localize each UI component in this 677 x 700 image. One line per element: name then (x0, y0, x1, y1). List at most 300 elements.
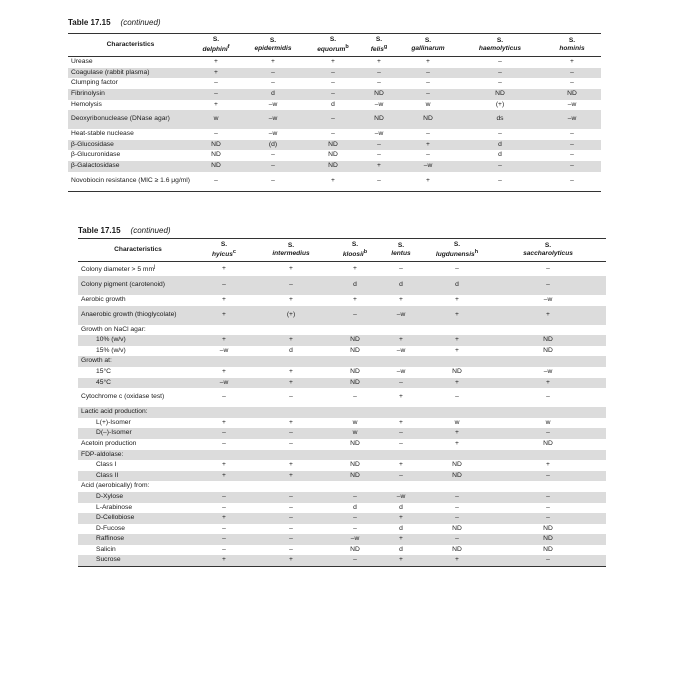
table-cell: –w (374, 100, 384, 108)
table-row (78, 367, 606, 378)
table-cell: –w (239, 110, 307, 129)
table-cell: + (289, 264, 293, 272)
table-cell: ND (307, 140, 359, 151)
species-genus: S. (568, 37, 576, 45)
table-cell: w (425, 100, 431, 108)
species-name: delphini (202, 45, 228, 53)
table-cell: – (490, 492, 606, 503)
table-cell: w (454, 418, 460, 426)
table-cell: + (198, 306, 250, 325)
row-label (78, 428, 198, 439)
table2 (78, 238, 606, 567)
table-cell: ND (350, 461, 360, 469)
table-cell: w (352, 418, 358, 426)
table-cell (332, 450, 378, 461)
row-label-text: Urease (71, 58, 93, 66)
table-cell: –w (543, 296, 553, 304)
row-label (78, 356, 198, 367)
table-cell: – (543, 68, 601, 79)
table-cell: ND (193, 140, 239, 151)
table-row (78, 450, 606, 461)
footnote-marker: g (383, 43, 388, 50)
species-name: lentus (391, 249, 411, 257)
table-cell: – (378, 471, 424, 482)
table-cell: + (399, 461, 403, 469)
table-cell: + (331, 58, 335, 66)
table-cell: – (543, 140, 601, 151)
table-cell: ND (452, 461, 462, 469)
table-cell: + (399, 393, 403, 401)
table-cell: – (222, 393, 226, 401)
row-label-text: Clumping factor (71, 79, 118, 87)
table-cell: ND (332, 378, 378, 389)
table-cell: + (222, 296, 226, 304)
table-cell: – (359, 140, 399, 151)
table-cell: – (546, 264, 550, 272)
table-cell: + (377, 58, 381, 66)
footnote-marker: h (474, 248, 479, 255)
table2-caption-number: Table 17.15 (78, 226, 121, 235)
table-cell: ND (350, 439, 360, 447)
table-cell: + (222, 367, 226, 375)
table-cell: – (378, 428, 424, 439)
table-cell: – (332, 306, 378, 325)
table-cell: + (455, 439, 459, 447)
table-cell: – (250, 428, 332, 439)
table-cell: – (222, 503, 226, 511)
table-cell: – (307, 89, 359, 100)
table-cell: d (399, 524, 403, 532)
table-cell: d (424, 276, 490, 295)
table-cell: + (378, 335, 424, 346)
table1 (68, 33, 601, 192)
table-row (68, 172, 601, 192)
table-row (78, 346, 606, 357)
row-label (68, 78, 193, 89)
row-label-text: Growth on NaCl agar: (81, 325, 146, 333)
table-cell: ND (193, 161, 239, 172)
row-label-text: Salicin (96, 545, 116, 553)
table-cell: ND (399, 110, 457, 129)
table-cell: + (289, 367, 293, 375)
table-row (68, 150, 601, 161)
table-cell: (+) (250, 306, 332, 325)
table-row (78, 439, 606, 450)
table1-caption-number: Table 17.15 (68, 18, 111, 27)
table-cell: – (198, 428, 250, 439)
table-row (78, 534, 606, 545)
table-cell: + (198, 513, 250, 524)
table-cell: + (455, 346, 459, 354)
table-cell: + (378, 513, 424, 524)
table-cell: – (490, 276, 606, 295)
table-cell (198, 356, 250, 367)
table-cell: – (490, 428, 606, 439)
table-cell: – (239, 68, 307, 79)
table-cell: ds (457, 110, 543, 129)
row-label-text: Acetoin production (81, 439, 137, 447)
row-label-text: Heat-stable nuclease (71, 130, 134, 138)
table-cell: ND (307, 161, 359, 172)
row-label-text: L(+)-Isomer (96, 418, 131, 426)
table-cell: ND (457, 89, 543, 100)
table-cell: – (332, 555, 378, 566)
species-genus: S. (220, 241, 228, 248)
table-cell: + (426, 58, 430, 66)
species-name: saccharolyticus (523, 249, 573, 257)
table-cell: + (399, 418, 403, 426)
row-label (68, 110, 193, 129)
table-cell: d (457, 140, 543, 151)
table-cell: d (378, 276, 424, 295)
table-cell: + (289, 296, 293, 304)
species-genus: S. (351, 241, 359, 248)
table-cell: + (490, 306, 606, 325)
table-cell: + (250, 378, 332, 389)
row-label-text: Class II (96, 471, 119, 479)
table-cell: ND (452, 545, 462, 553)
table-cell: –w (396, 346, 406, 354)
table-cell: + (546, 461, 550, 469)
row-label (78, 346, 198, 357)
table-cell: – (457, 68, 543, 79)
table-cell: – (546, 503, 550, 511)
table-cell: –w (378, 492, 424, 503)
row-label (78, 418, 198, 429)
table-cell: + (289, 461, 293, 469)
species-genus: S. (397, 242, 405, 250)
table-cell: – (222, 545, 226, 553)
row-label (68, 150, 193, 161)
row-label (68, 57, 193, 68)
table-cell: – (250, 492, 332, 503)
table-cell (490, 407, 606, 418)
row-label (78, 262, 198, 276)
row-label (78, 439, 198, 450)
row-label-text: Acid (aerobically) from: (81, 482, 150, 490)
table-cell (378, 481, 424, 492)
table-row (68, 100, 601, 111)
table-cell: d (399, 503, 403, 511)
table-cell: – (271, 79, 275, 87)
table-cell (490, 356, 606, 367)
table1-header-species (399, 34, 457, 57)
table-row (78, 335, 606, 346)
row-label-text: Colony pigment (carotenoid) (81, 281, 166, 289)
row-label-text: Raffinose (96, 535, 125, 543)
table-cell: – (426, 130, 430, 138)
species-genus: S. (375, 36, 383, 43)
species-genus: S. (329, 36, 337, 43)
table-cell: ND (543, 524, 553, 532)
row-label (78, 481, 198, 492)
species-name: lugdunensis (435, 250, 475, 258)
footnote-marker: f (227, 43, 230, 50)
table-cell: – (353, 524, 357, 532)
table-cell (424, 407, 490, 418)
table-row (78, 503, 606, 514)
table-cell: –w (374, 130, 384, 138)
table-cell: – (359, 172, 399, 192)
table-row (78, 407, 606, 418)
table-cell: – (424, 513, 490, 524)
table-cell: ND (211, 151, 221, 159)
table1-body (68, 57, 601, 191)
species-genus: S. (424, 37, 432, 45)
species-name: felis (370, 45, 384, 53)
table-cell: – (399, 68, 457, 79)
row-label (78, 503, 198, 514)
table-cell: – (239, 172, 307, 192)
table-cell: – (198, 492, 250, 503)
row-label (78, 276, 198, 295)
table-row (78, 388, 606, 407)
table-cell: ND (543, 439, 553, 447)
footnote-marker: j (154, 264, 156, 271)
table-cell: + (570, 58, 574, 66)
table1-header (68, 34, 601, 57)
table-row (78, 378, 606, 389)
table-cell: ND (452, 524, 462, 532)
row-label-text: Coagulase (rabbit plasma) (71, 68, 150, 76)
table-cell: – (332, 513, 378, 524)
row-label (78, 534, 198, 545)
table-cell: + (222, 264, 226, 272)
table1-header-species (239, 34, 307, 57)
row-label-text: 15°C (96, 367, 111, 375)
table-row (78, 481, 606, 492)
table-cell: + (359, 161, 399, 172)
table-cell: – (289, 524, 293, 532)
table-cell: – (455, 264, 459, 272)
table-cell (198, 450, 250, 461)
table-cell: + (193, 68, 239, 79)
row-label-text: 45°C (96, 378, 111, 386)
table-cell: + (378, 534, 424, 545)
table-cell: + (353, 264, 357, 272)
row-label (78, 492, 198, 503)
table-cell: + (222, 418, 226, 426)
table-cell: – (377, 151, 381, 159)
row-label (68, 68, 193, 79)
table-row (78, 418, 606, 429)
table-cell: + (214, 58, 218, 66)
row-label (78, 388, 198, 407)
table-row (78, 428, 606, 439)
table-row (68, 68, 601, 79)
table-row (78, 262, 606, 276)
table-cell: – (214, 130, 218, 138)
table-cell: – (543, 161, 601, 172)
table-cell: – (198, 534, 250, 545)
species-name: kloosii (342, 250, 364, 258)
species-name: hyicus (212, 250, 233, 258)
row-label (68, 89, 193, 100)
table-cell (378, 356, 424, 367)
row-label (78, 367, 198, 378)
table1-header-species (457, 34, 543, 57)
table-cell (378, 407, 424, 418)
table-cell: – (332, 492, 378, 503)
table-cell: – (222, 524, 226, 532)
table2-header-species (424, 239, 490, 262)
table-row (78, 555, 606, 566)
table-cell: – (193, 89, 239, 100)
table-cell (424, 481, 490, 492)
table-row (68, 89, 601, 100)
table-cell (332, 356, 378, 367)
footnote-marker: c (232, 248, 236, 255)
table-cell: – (359, 68, 399, 79)
table-cell (490, 481, 606, 492)
row-label-text: Hemolysis (71, 100, 102, 108)
row-label-text: D-Fucose (96, 524, 125, 532)
row-label (78, 513, 198, 524)
table-cell: – (331, 79, 335, 87)
row-label (78, 450, 198, 461)
row-label (78, 407, 198, 418)
table-cell: w (332, 428, 378, 439)
table-cell: – (198, 276, 250, 295)
table-cell (250, 407, 332, 418)
table-cell: – (546, 393, 550, 401)
table-cell: – (377, 79, 381, 87)
table2-header (78, 239, 606, 262)
table-cell (424, 325, 490, 336)
row-label (78, 555, 198, 566)
table-row (78, 306, 606, 325)
species-genus: S. (544, 242, 552, 250)
row-label (78, 295, 198, 306)
table-cell: –w (399, 161, 457, 172)
table-cell: –w (268, 100, 278, 108)
table-cell: + (424, 428, 490, 439)
row-label (78, 306, 198, 325)
table-cell: ND (332, 335, 378, 346)
table-cell: w (193, 110, 239, 129)
table-row (78, 524, 606, 535)
table-cell (424, 450, 490, 461)
table-cell: – (457, 172, 543, 192)
table-cell: ND (328, 151, 338, 159)
table-cell: ND (543, 89, 601, 100)
row-label-text: 15% (w/v) (96, 346, 126, 354)
table-cell (198, 325, 250, 336)
row-label-text: Fibrinolysin (71, 89, 105, 97)
table-cell: + (424, 555, 490, 566)
species-name: epidermidis (254, 44, 292, 52)
row-label-text: Deoxyribonuclease (DNase agar) (71, 115, 170, 123)
table1-header-species (307, 34, 359, 57)
table-cell: ND (424, 471, 490, 482)
table2-caption-note: (continued) (130, 226, 171, 235)
row-label (68, 129, 193, 140)
table-cell: –w (198, 378, 250, 389)
table-cell: – (570, 151, 574, 159)
species-genus: S. (453, 241, 461, 248)
table-cell: – (455, 393, 459, 401)
species-name: equorum (317, 45, 346, 53)
row-label (78, 460, 198, 471)
table-row (78, 356, 606, 367)
table-cell: – (353, 393, 357, 401)
table2-header-species (378, 239, 424, 262)
species-name: intermedius (272, 249, 310, 257)
table-cell: + (289, 418, 293, 426)
table-cell: + (424, 335, 490, 346)
row-label-text: Colony diameter > 5 mm (81, 266, 155, 274)
table-cell: + (250, 335, 332, 346)
row-label-text: Sucrose (96, 556, 121, 564)
species-genus: S. (212, 36, 220, 43)
footnote-marker: b (363, 248, 368, 255)
table-cell: + (198, 335, 250, 346)
row-label (68, 140, 193, 151)
table2-header-species (198, 239, 250, 262)
table-cell: –w (396, 367, 406, 375)
table-cell: –w (567, 100, 577, 108)
table-cell: + (455, 296, 459, 304)
table-cell: d (331, 100, 335, 108)
table-cell: – (399, 89, 457, 100)
table-cell: + (399, 172, 457, 192)
table-cell (378, 325, 424, 336)
table-cell: – (426, 151, 430, 159)
table-cell (332, 407, 378, 418)
table-cell (250, 481, 332, 492)
table-cell: – (214, 79, 218, 87)
table-cell: – (498, 58, 502, 66)
table-row (78, 460, 606, 471)
table-cell: ND (350, 346, 360, 354)
table-cell (332, 325, 378, 336)
table-cell: – (490, 471, 606, 482)
table-cell: + (307, 172, 359, 192)
row-label-text: D(–)-Isomer (96, 429, 132, 437)
table-cell: – (498, 130, 502, 138)
table-cell: –w (378, 306, 424, 325)
table-cell: + (250, 471, 332, 482)
row-label-text: L-Arabinose (96, 503, 133, 511)
table-cell: + (399, 140, 457, 151)
table-cell: – (426, 79, 430, 87)
table-cell: + (250, 555, 332, 566)
table-row (78, 325, 606, 336)
row-label (78, 524, 198, 535)
row-label (68, 100, 193, 111)
table-cell: – (570, 130, 574, 138)
row-label-text: D-Xylose (96, 492, 124, 500)
table-cell: –w (268, 130, 278, 138)
row-label (68, 172, 193, 192)
table-cell: – (193, 172, 239, 192)
row-label-text: β-Galactosidase (71, 161, 120, 169)
table-cell: + (399, 296, 403, 304)
table-cell: – (378, 378, 424, 389)
table-cell (250, 450, 332, 461)
table-cell: d (289, 346, 293, 354)
table-cell: – (307, 68, 359, 79)
table-row (68, 161, 601, 172)
table-cell: – (498, 79, 502, 87)
table-cell (250, 325, 332, 336)
species-name: hominis (559, 44, 585, 52)
table1-caption-note: (continued) (120, 18, 161, 27)
table-row (78, 471, 606, 482)
table-row (78, 492, 606, 503)
table2-header-species (250, 239, 332, 262)
table-cell: ND (350, 367, 360, 375)
